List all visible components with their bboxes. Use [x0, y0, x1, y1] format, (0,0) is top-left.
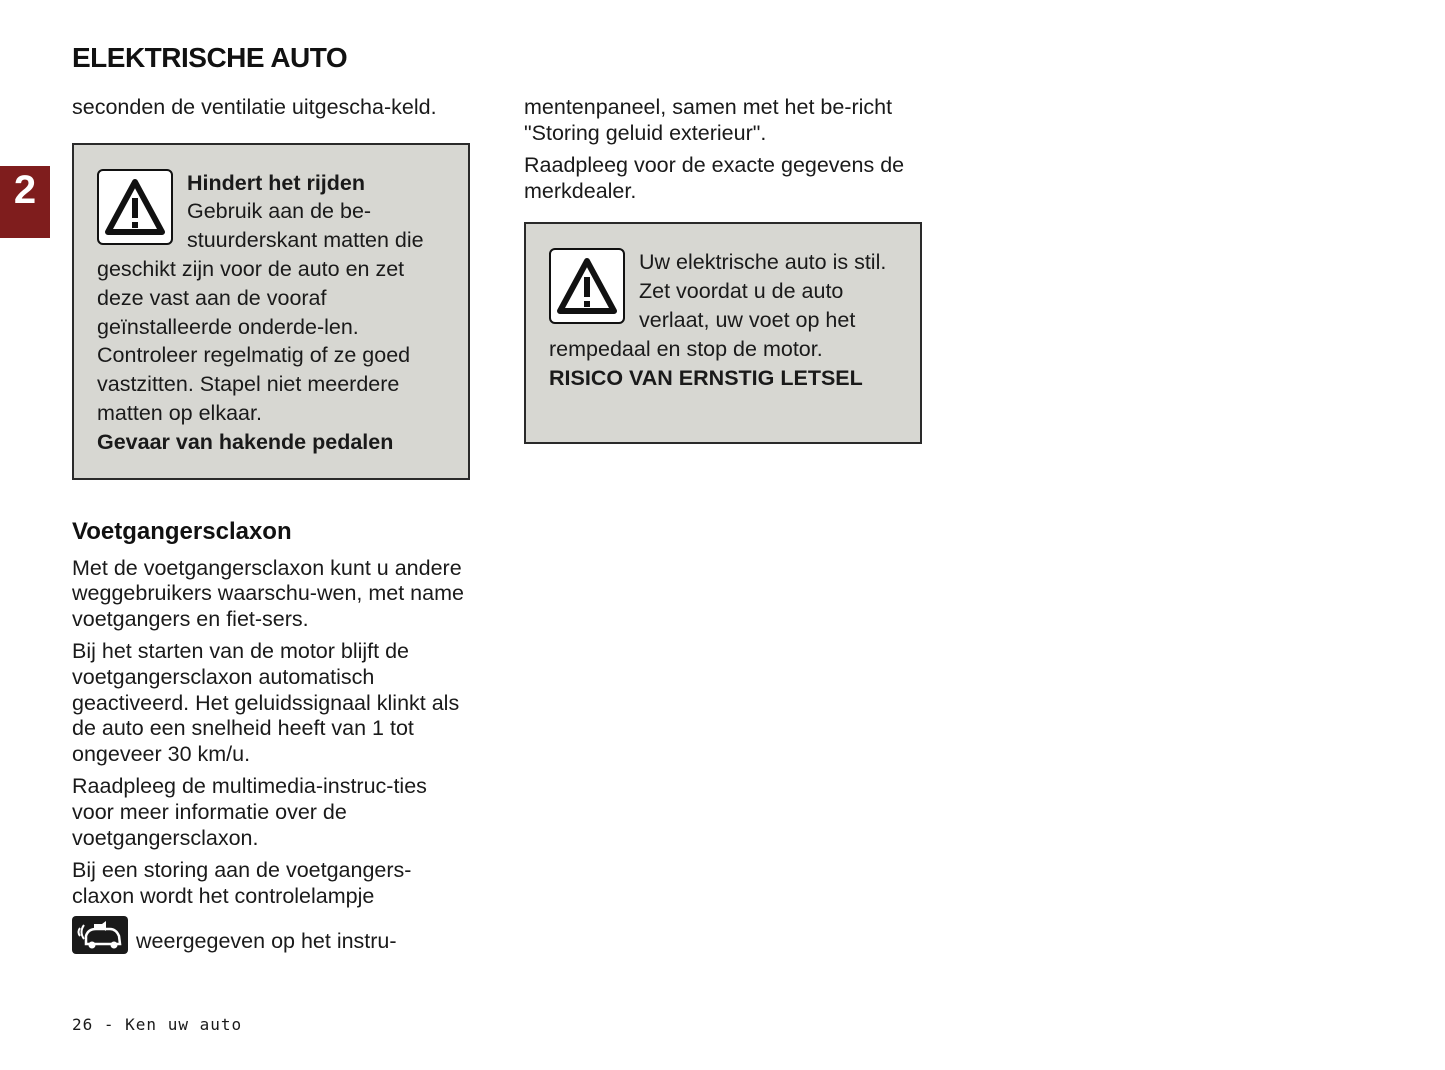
warning-triangle-icon: [97, 169, 173, 245]
warning-triangle-icon: [549, 248, 625, 324]
paragraph: Raadpleeg voor de exacte gegevens de merkdealer.: [524, 153, 905, 203]
warning-emphasis: Gevaar van hakende pedalen: [97, 429, 394, 454]
paragraph: Bij een storing aan de voetgangers-claxon wordt het controlelampje: [72, 858, 412, 908]
warning-box-driving: [72, 143, 470, 480]
right-column: [524, 95, 924, 444]
chapter-number: 2: [13, 168, 37, 212]
warning-emphasis: RISICO VAN ERNSTIG LETSEL: [549, 365, 863, 390]
paragraph: Raadpleeg de multimedia-instruc-ties voor meer informatie over de voetgangersclaxon.: [72, 774, 427, 850]
page-title: ELEKTRISCHE AUTO: [72, 42, 348, 73]
paragraph: Bij het starten van de motor blijft de voetgangersclaxon automatisch geactiveerd. Het geluidssignaal klinkt als de auto een snelheid heeft van 1 tot ongeveer 30 km/u.: [72, 639, 460, 766]
pedestrian-horn-warning-light-icon: [72, 916, 128, 954]
warning-box-silent: [524, 222, 922, 444]
icon-line: [72, 916, 472, 955]
left-column: [72, 95, 472, 962]
paragraph: mentenpaneel, samen met het be-richt "Storing geluid exterieur".: [524, 95, 893, 145]
intro-paragraph: seconden de ventilatie uitgescha-keld.: [72, 95, 437, 119]
warning-text: Uw elektrische auto is stil. Zet voordat u de auto verlaat, uw voet op het rempedaal en stop de motor.: [549, 250, 887, 361]
section-heading: Voetgangersclaxon: [72, 517, 292, 545]
warning-heading: Hindert het rijden: [187, 170, 365, 195]
warning-text: Gebruik aan de be-stuurderskant matten die geschikt zijn voor de auto en zet deze vast aan de vooraf geïnstalleerde onderde-len. Controleer regelmatig of ze goed vastzitten. Stapel niet meerdere matten op elkaar.: [97, 199, 424, 425]
chapter-tab: [0, 166, 50, 238]
page-footer: 26 - Ken uw auto: [72, 1015, 243, 1034]
icon-line-text: weergegeven op het instru-: [136, 929, 397, 954]
paragraph: Met de voetgangersclaxon kunt u andere weggebruikers waarschu-wen, met name voetgangers en fiet-sers.: [72, 555, 464, 631]
